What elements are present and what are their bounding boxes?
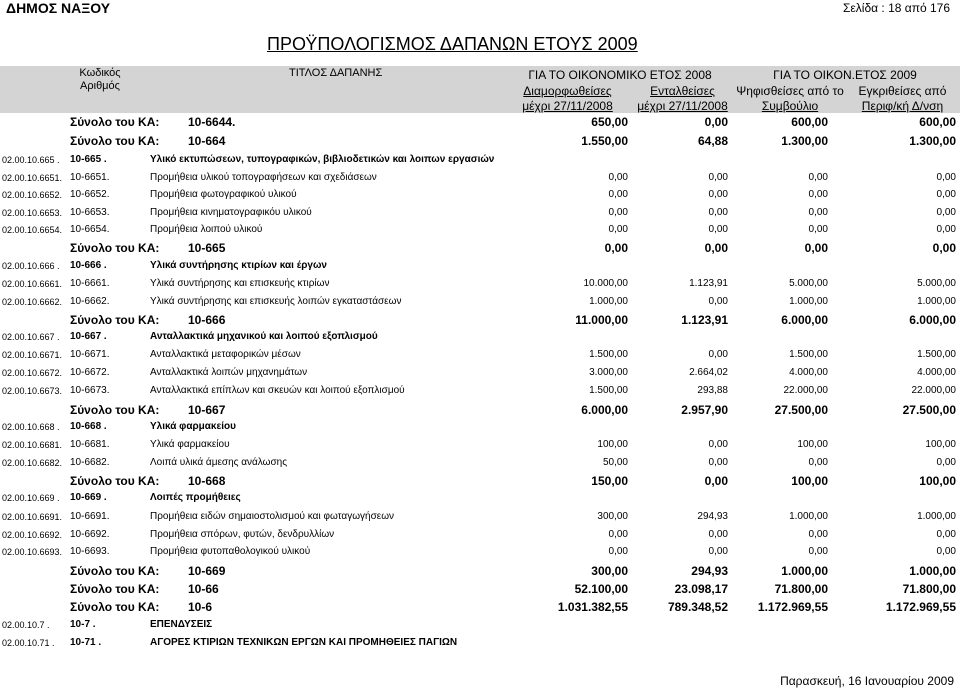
total-code: 10-6 <box>188 600 213 614</box>
row-id: 02.00.10.6673. <box>2 386 63 396</box>
row-v1: 1.500,00 <box>589 385 628 396</box>
shaped-col-header: Διαμορφωθείσες <box>523 84 612 98</box>
total-v3: 1.300,00 <box>781 134 828 148</box>
row-v3: 0,00 <box>808 172 828 183</box>
row-code: 10-6651. <box>70 172 110 183</box>
total-v3: 0,00 <box>804 241 828 255</box>
row-code: 10-6682. <box>70 457 110 468</box>
total-v4: 1.300,00 <box>909 134 956 148</box>
total-label: Σύνολο του ΚΑ: <box>70 582 160 596</box>
municipality-name: ΔΗΜΟΣ ΝΑΞΟΥ <box>6 0 111 16</box>
row-code: 10-6692. <box>70 529 110 540</box>
total-v2: 0,00 <box>704 241 728 255</box>
total-v1: 1.031.382,55 <box>557 600 628 614</box>
row-v4: 0,00 <box>936 189 956 200</box>
year-2009-header: ΓΙΑ ΤΟ ΟΙΚΟΝ.ΕΤΟΣ 2009 <box>773 68 917 82</box>
row-v1: 0,00 <box>608 224 628 235</box>
row-title: Υλικά συντήρησης κτιρίων και έργων <box>150 260 327 271</box>
row-title: Υλικά συντήρησης και επισκευής λοιπών εγκαταστάσεων <box>150 296 402 307</box>
row-v4: 1.000,00 <box>917 511 956 522</box>
total-label: Σύνολο του ΚΑ: <box>70 600 160 614</box>
row-code: 10-6671. <box>70 349 110 360</box>
row-v2: 293,88 <box>697 385 728 396</box>
row-id: 02.00.10.6651. <box>2 173 63 183</box>
row-v1: 1.000,00 <box>589 296 628 307</box>
total-v4: 600,00 <box>919 115 956 129</box>
row-code: 10-6661. <box>70 278 110 289</box>
row-title: Ανταλλακτικά λοιπών μηχανημάτων <box>150 367 308 378</box>
row-v1: 50,00 <box>602 457 628 468</box>
page-number: Σελίδα : 18 από 176 <box>843 1 950 15</box>
row-v2: 0,00 <box>708 172 728 183</box>
row-v2: 0,00 <box>708 457 728 468</box>
total-label: Σύνολο του ΚΑ: <box>70 564 160 578</box>
row-title: Υλικά φαρμακείου <box>150 439 230 450</box>
row-v2: 0,00 <box>708 207 728 218</box>
row-title: Προμήθεια λοιπού υλικού <box>150 224 263 235</box>
row-code: 10-665 . <box>70 154 107 165</box>
row-code: 10-6681. <box>70 439 110 450</box>
row-v3: 100,00 <box>797 439 828 450</box>
total-v4: 71.800,00 <box>902 582 956 596</box>
row-v2: 0,00 <box>708 529 728 540</box>
row-title: Υλικά φαρμακείου <box>150 421 236 432</box>
row-v4: 1.500,00 <box>917 349 956 360</box>
row-title: Ανταλλακτικά μεταφορικών μέσων <box>150 349 301 360</box>
row-id: 02.00.10.6662. <box>2 297 63 307</box>
row-id: 02.00.10.6693. <box>2 547 63 557</box>
row-id: 02.00.10.6661. <box>2 279 63 289</box>
total-v3: 71.800,00 <box>774 582 828 596</box>
total-v1: 150,00 <box>591 474 628 488</box>
row-v3: 1.500,00 <box>789 349 828 360</box>
approved-col-subheader: Περιφ/κή Δ/νση <box>861 99 944 113</box>
voted-col-subheader: Συμβούλιο <box>761 99 819 113</box>
row-code: 10-6662. <box>70 296 110 307</box>
row-v4: 1.000,00 <box>917 296 956 307</box>
row-v1: 0,00 <box>608 189 628 200</box>
row-v1: 0,00 <box>608 172 628 183</box>
row-v1: 0,00 <box>608 207 628 218</box>
total-v3: 6.000,00 <box>781 313 828 327</box>
row-v3: 5.000,00 <box>789 278 828 289</box>
year-2008-header: ΓΙΑ ΤΟ ΟΙΚΟΝΟΜΙΚΟ ΕΤΟΣ 2008 <box>528 68 712 82</box>
row-title: Υλικά συντήρησης και επισκευής κτιρίων <box>150 278 330 289</box>
row-v2: 294,93 <box>697 511 728 522</box>
total-v2: 0,00 <box>704 474 728 488</box>
voted-col-header: Ψηφισθείσες από το <box>736 84 844 98</box>
row-v3: 0,00 <box>808 224 828 235</box>
total-v2: 2.957,90 <box>681 403 728 417</box>
row-title: Ανταλλακτικά επίπλων και σκευών και λοιπού εξοπλισμού <box>150 385 405 396</box>
row-title: Λοιπά υλικά άμεσης ανάλωσης <box>150 457 288 468</box>
row-code: 10-6654. <box>70 224 110 235</box>
row-title: Προμήθεια κινηματογραφικόυ υλικού <box>150 207 312 218</box>
total-code: 10-664 <box>188 134 226 148</box>
total-code: 10-66 <box>188 582 219 596</box>
row-id: 02.00.10.6691. <box>2 512 63 522</box>
row-id: 02.00.10.6692. <box>2 530 63 540</box>
row-v2: 0,00 <box>708 296 728 307</box>
row-v2: 0,00 <box>708 349 728 360</box>
code-header: Κωδικός <box>79 67 121 79</box>
row-code: 10-6691. <box>70 511 110 522</box>
total-code: 10-667 <box>188 403 226 417</box>
row-v4: 0,00 <box>936 207 956 218</box>
row-v4: 0,00 <box>936 529 956 540</box>
row-v3: 0,00 <box>808 207 828 218</box>
row-id: 02.00.10.7 . <box>2 620 50 630</box>
total-v4: 27.500,00 <box>902 403 956 417</box>
row-id: 02.00.10.669 . <box>2 493 60 503</box>
total-v3: 100,00 <box>791 474 828 488</box>
row-v1: 0,00 <box>608 546 628 557</box>
total-v1: 0,00 <box>604 241 628 255</box>
row-v4: 4.000,00 <box>917 367 956 378</box>
total-v2: 0,00 <box>704 115 728 129</box>
row-code: 10-667 . <box>70 331 107 342</box>
row-id: 02.00.10.666 . <box>2 261 60 271</box>
total-label: Σύνολο του ΚΑ: <box>70 313 160 327</box>
total-v4: 6.000,00 <box>909 313 956 327</box>
row-id: 02.00.10.6671. <box>2 350 63 360</box>
total-v2: 23.098,17 <box>674 582 728 596</box>
row-title: Ανταλλακτικά μηχανικού και λοιπού εξοπλισμού <box>150 331 378 342</box>
total-code: 10-6644. <box>188 115 236 129</box>
total-v1: 1.550,00 <box>581 134 628 148</box>
total-v3: 1.172.969,55 <box>757 600 828 614</box>
row-v3: 0,00 <box>808 529 828 540</box>
total-v1: 300,00 <box>591 564 628 578</box>
row-code: 10-6652. <box>70 189 110 200</box>
total-v2: 294,93 <box>691 564 728 578</box>
row-v1: 10.000,00 <box>583 278 628 289</box>
row-v3: 4.000,00 <box>789 367 828 378</box>
row-title: ΑΓΟΡΕΣ ΚΤΙΡΙΩΝ ΤΕΧΝΙΚΩΝ ΕΡΓΩΝ ΚΑΙ ΠΡΟΜΗΘΕΙΕΣ ΠΑΓΙΩΝ <box>150 637 458 648</box>
row-code: 10-6672. <box>70 367 110 378</box>
footer-date: Παρασκευή, 16 Ιανουαρίου 2009 <box>780 674 954 688</box>
row-id: 02.00.10.6681. <box>2 440 63 450</box>
total-v2: 789.348,52 <box>667 600 728 614</box>
row-id: 02.00.10.6652. <box>2 190 63 200</box>
total-v1: 650,00 <box>591 115 628 129</box>
row-v2: 1.123,91 <box>689 278 728 289</box>
row-v4: 22.000,00 <box>911 385 956 396</box>
row-v4: 5.000,00 <box>917 278 956 289</box>
row-v3: 0,00 <box>808 189 828 200</box>
row-v2: 2.664,02 <box>689 367 728 378</box>
row-id: 02.00.10.71 . <box>2 638 55 648</box>
total-v1: 11.000,00 <box>575 313 628 327</box>
total-label: Σύνολο του ΚΑ: <box>70 403 160 417</box>
total-v4: 1.000,00 <box>909 564 956 578</box>
row-title: Λοιπές προμήθειες <box>150 492 241 503</box>
row-code: 10-6693. <box>70 546 110 557</box>
row-v2: 0,00 <box>708 439 728 450</box>
row-v1: 3.000,00 <box>589 367 628 378</box>
row-v1: 1.500,00 <box>589 349 628 360</box>
row-code: 10-668 . <box>70 421 107 432</box>
document-title: ΠΡΟΫΠΟΛΟΓΙΣΜΟΣ ΔΑΠΑΝΩΝ ΕΤΟΥΣ 2009 <box>267 34 638 54</box>
row-title: Υλικό εκτυπώσεων, τυπογραφικών, βιβλιοδετικών και λοιπων εργασιών <box>150 154 495 165</box>
total-label: Σύνολο του ΚΑ: <box>70 241 160 255</box>
row-v3: 0,00 <box>808 546 828 557</box>
row-v2: 0,00 <box>708 189 728 200</box>
total-v1: 52.100,00 <box>574 582 628 596</box>
row-v4: 0,00 <box>936 457 956 468</box>
row-code: 10-666 . <box>70 260 107 271</box>
row-id: 02.00.10.6653. <box>2 208 63 218</box>
expense-title-header: ΤΙΤΛΟΣ ΔΑΠΑΝΗΣ <box>289 67 383 79</box>
row-id: 02.00.10.6682. <box>2 458 63 468</box>
row-code: 10-6673. <box>70 385 110 396</box>
total-code: 10-669 <box>188 564 226 578</box>
row-v3: 1.000,00 <box>789 511 828 522</box>
row-v3: 22.000,00 <box>783 385 828 396</box>
row-code: 10-71 . <box>70 637 102 648</box>
row-code: 10-7 . <box>70 619 96 630</box>
total-label: Σύνολο του ΚΑ: <box>70 474 160 488</box>
row-v2: 0,00 <box>708 224 728 235</box>
shaped-col-subheader: μέχρι 27/11/2008 <box>522 99 613 113</box>
total-v2: 64,88 <box>697 134 728 148</box>
row-v4: 0,00 <box>936 224 956 235</box>
total-v4: 100,00 <box>919 474 956 488</box>
total-v1: 6.000,00 <box>581 403 628 417</box>
row-title: Προμήθεια φυτοπαθολογικού υλικού <box>150 546 311 557</box>
row-code: 10-6653. <box>70 207 110 218</box>
row-id: 02.00.10.668 . <box>2 422 60 432</box>
total-v3: 600,00 <box>791 115 828 129</box>
total-v2: 1.123,91 <box>681 313 728 327</box>
ordered-col-subheader: μέχρι 27/11/2008 <box>637 99 728 113</box>
row-title: Προμήθεια σπόρων, φυτών, δενδρυλλίων <box>150 529 335 540</box>
total-v4: 1.172.969,55 <box>885 600 956 614</box>
total-v4: 0,00 <box>932 241 956 255</box>
row-v2: 0,00 <box>708 546 728 557</box>
row-title: Προμήθεια φωτογραφικού υλικού <box>150 189 297 200</box>
total-code: 10-668 <box>188 474 226 488</box>
row-title: Προμήθεια υλικού τοπογραφήσεων και σχεδιάσεων <box>150 172 377 183</box>
row-v1: 100,00 <box>597 439 628 450</box>
row-id: 02.00.10.6654. <box>2 225 63 235</box>
ordered-col-header: Ενταλθείσες <box>650 84 715 98</box>
total-v3: 27.500,00 <box>774 403 828 417</box>
row-id: 02.00.10.667 . <box>2 332 60 342</box>
row-v3: 0,00 <box>808 457 828 468</box>
total-code: 10-666 <box>188 313 226 327</box>
row-v4: 100,00 <box>925 439 956 450</box>
total-label: Σύνολο του ΚΑ: <box>70 134 160 148</box>
total-label: Σύνολο του ΚΑ: <box>70 115 160 129</box>
row-id: 02.00.10.6672. <box>2 368 63 378</box>
row-title: Προμήθεια ειδών σημαιοστολισμού και φωταγωγήσεων <box>150 511 395 522</box>
row-v4: 0,00 <box>936 546 956 557</box>
row-title: ΕΠΕΝΔΥΣΕΙΣ <box>150 619 213 630</box>
approved-col-header: Εγκριθείσες από <box>858 84 947 98</box>
number-header: Αριθμός <box>80 80 120 92</box>
row-v1: 0,00 <box>608 529 628 540</box>
row-code: 10-669 . <box>70 492 107 503</box>
row-v1: 300,00 <box>597 511 628 522</box>
row-id: 02.00.10.665 . <box>2 155 60 165</box>
row-v3: 1.000,00 <box>789 296 828 307</box>
total-code: 10-665 <box>188 241 226 255</box>
total-v3: 1.000,00 <box>781 564 828 578</box>
row-v4: 0,00 <box>936 172 956 183</box>
